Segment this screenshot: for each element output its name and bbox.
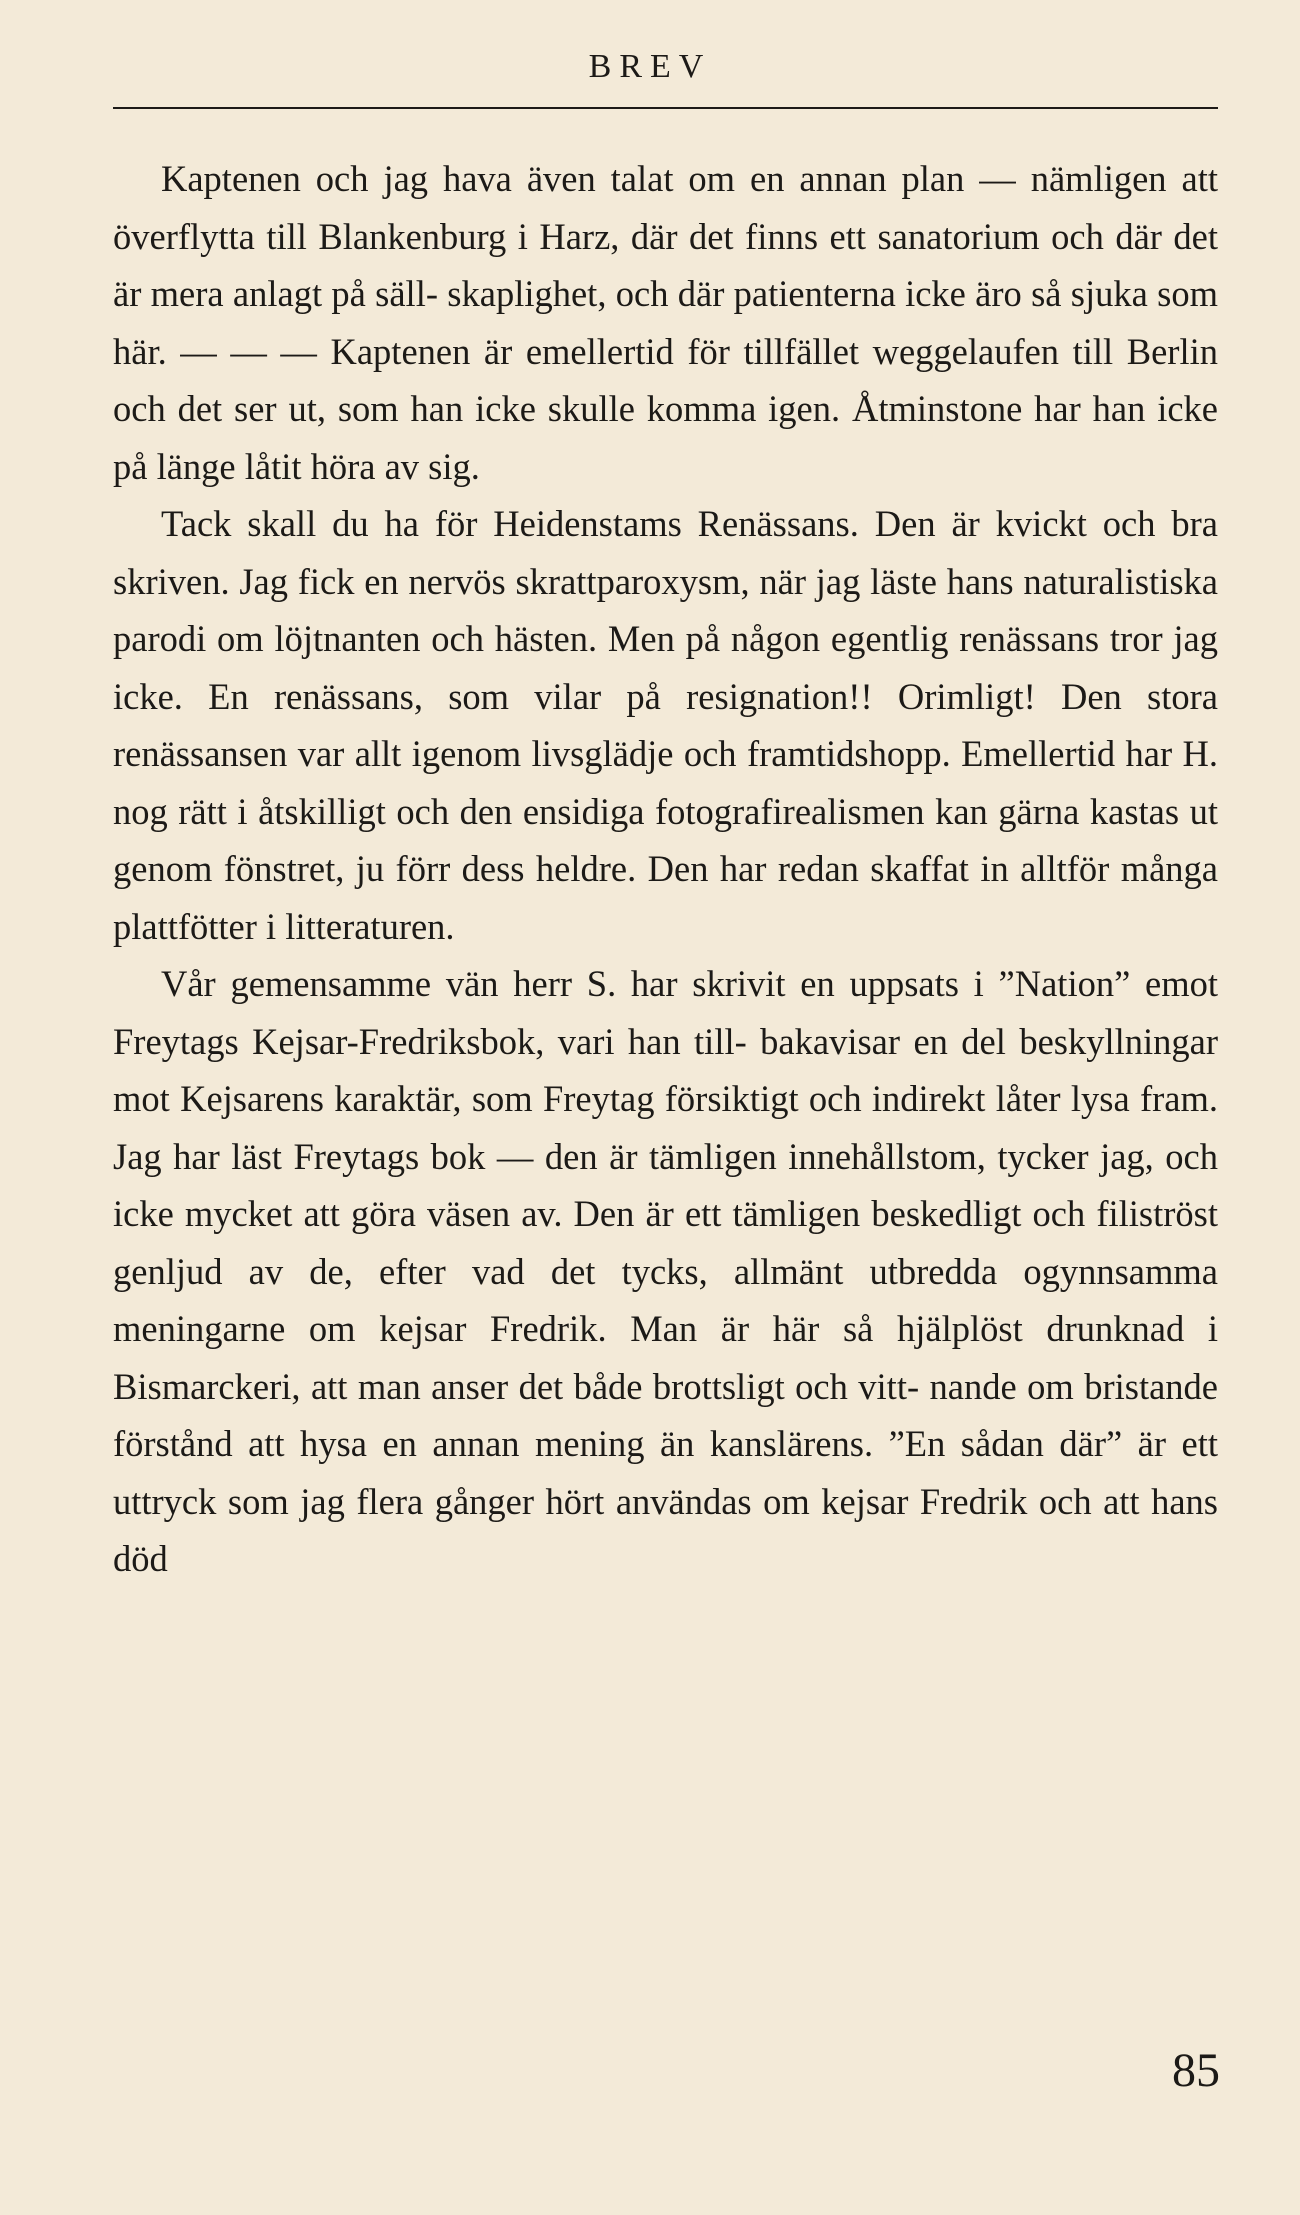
paragraph-1: Kaptenen och jag hava även talat om en annan plan — nämligen att överflytta till Blankenburg i Harz, där det finns ett sanatorium och där det är mera anlagt på säll- skaplighet, och där patienterna icke äro så sjuka som här. — — — Kaptenen är emellertid för tillfället weggelaufen till Berlin och det ser ut, som han icke skulle komma igen. Åtminstone har han icke på länge låtit höra av sig.: [113, 158, 1218, 487]
page-number: 85: [1172, 2044, 1220, 2097]
running-title: BREV: [588, 48, 712, 85]
paragraph-3: Vår gemensamme vän herr S. har skrivit en uppsats i ”Nation” emot Freytags Kejsar-Fredriksbok, vari han till- bakavisar en del beskyllningar mot Kejsarens karaktär, som Freytag försiktigt och indirekt låter lysa fram. Jag har läst Freytags bok — den är tämligen innehållstom, tycker jag, och icke mycket att göra väsen av. Den är ett tämligen beskedligt och filiströst genljud av de, efter vad det tycks, allmänt utbredda ogynnsamma meningarne om kejsar Fredrik. Man är här så hjälplöst drunknad i Bismarckeri, att man anser det både brottsligt och vitt- nande om bristande förstånd att hysa en annan mening än kanslärens. ”En sådan där” är ett uttryck som jag flera gånger hört användas om kejsar Fredrik och att hans död: [113, 963, 1218, 1579]
paragraph-2: Tack skall du ha för Heidenstams Renässans. Den är kvickt och bra skriven. Jag fick en nervös skrattparoxysm, när jag läste hans naturalistiska parodi om löjtnanten och hästen. Men på någon egentlig renässans tror jag icke. En renässans, som vilar på resignation!! Orimligt! Den stora renässansen var allt igenom livsglädje och framtidshopp. Emellertid har H. nog rätt i åtskilligt och den ensidiga fotografirealismen kan gärna kastas ut genom fönstret, ju förr dess heldre. Den har redan skaffat in alltför många plattfötter i litteraturen.: [113, 503, 1218, 947]
body-text: [113, 150, 1218, 1588]
header-rule: [113, 107, 1218, 109]
